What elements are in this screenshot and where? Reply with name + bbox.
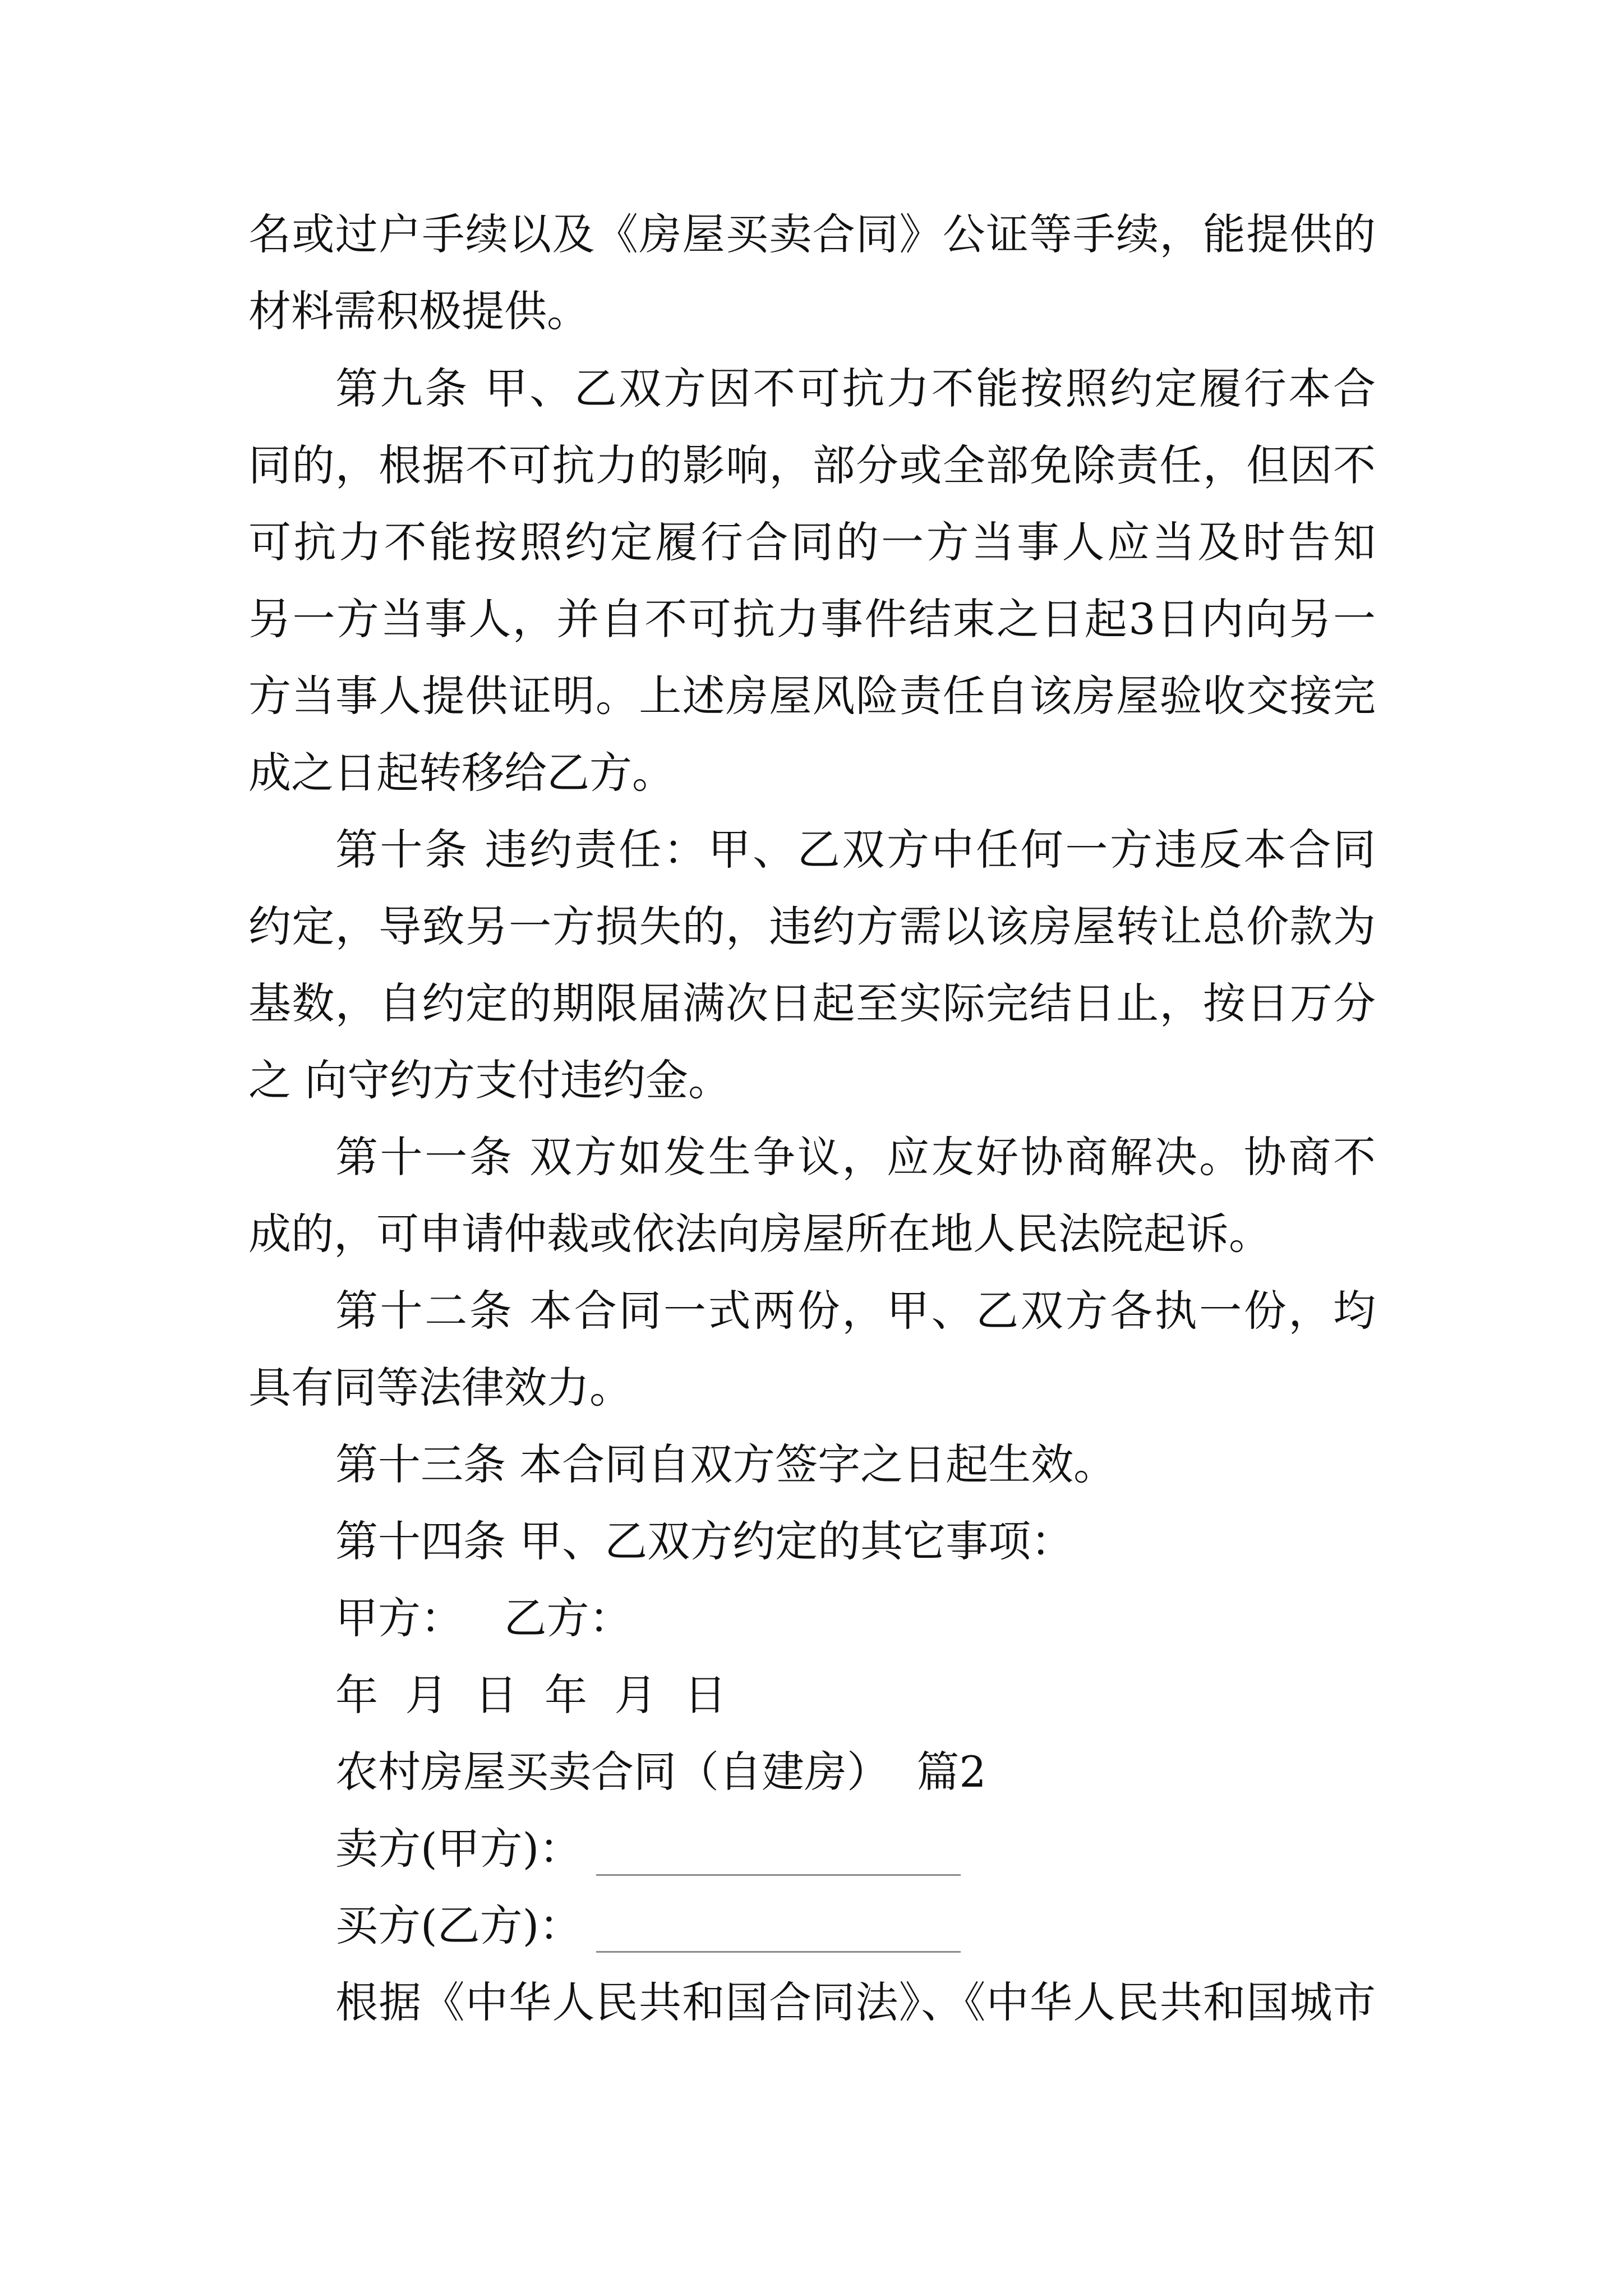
text-line: 材料需积极提供。 <box>248 286 589 336</box>
article-10-line: 基数，自约定的期限届满次日起至实际完结日止，按日万分 <box>248 978 1376 1028</box>
seller-line <box>335 1822 1376 1876</box>
article-11-line: 第十一条 双方如发生争议，应友好协商解决。协商不 <box>335 1132 1376 1182</box>
article-9-line: 可抗力不能按照约定履行合同的一方当事人应当及时告知 <box>248 517 1376 567</box>
section-title: 农村房屋买卖合同（自建房） 篇2 <box>335 1747 986 1797</box>
article-14-line: 第十四条 甲、乙双方约定的其它事项： <box>335 1516 1074 1566</box>
seller-label: 卖方(甲方)： <box>335 1824 582 1874</box>
buyer-line <box>335 1899 1376 1953</box>
seller-blank[interactable] <box>596 1835 961 1876</box>
article-10-line: 第十条 违约责任：甲、乙双方中任何一方违反本合同 <box>335 825 1376 875</box>
article-13-line: 第十三条 本合同自双方签字之日起生效。 <box>335 1439 1117 1489</box>
article-9-line: 同的，根据不可抗力的影响，部分或全部免除责任，但因不 <box>248 440 1376 490</box>
article-9-line: 第九条 甲、乙双方因不可抗力不能按照约定履行本合 <box>335 364 1376 413</box>
article-12-line: 第十二条 本合同一式两份，甲、乙双方各执一份，均 <box>335 1286 1376 1336</box>
date-line: 年 月 日 年 月 日 <box>335 1670 727 1720</box>
buyer-blank[interactable] <box>596 1912 961 1953</box>
article-9-line: 方当事人提供证明。上述房屋风险责任自该房屋验收交接完 <box>248 671 1376 721</box>
preamble-line: 根据《中华人民共和国合同法》、《中华人民共和国城市 <box>335 1977 1376 2027</box>
article-12-line: 具有同等法律效力。 <box>248 1363 632 1412</box>
signature-line: 甲方： 乙方： <box>335 1593 632 1643</box>
article-9-line: 另一方当事人，并自不可抗力事件结束之日起3日内向另一 <box>248 594 1376 644</box>
buyer-label: 买方(乙方)： <box>335 1901 582 1950</box>
article-10-line: 之 向守约方支付违约金。 <box>248 1055 731 1105</box>
text-line: 名或过户手续以及《房屋买卖合同》公证等手续，能提供的 <box>248 209 1376 259</box>
article-11-line: 成的，可申请仲裁或依法向房屋所在地人民法院起诉。 <box>248 1209 1271 1259</box>
article-9-line: 成之日起转移给乙方。 <box>248 748 675 798</box>
article-10-line: 约定，导致另一方损失的，违约方需以该房屋转让总价款为 <box>248 901 1376 951</box>
